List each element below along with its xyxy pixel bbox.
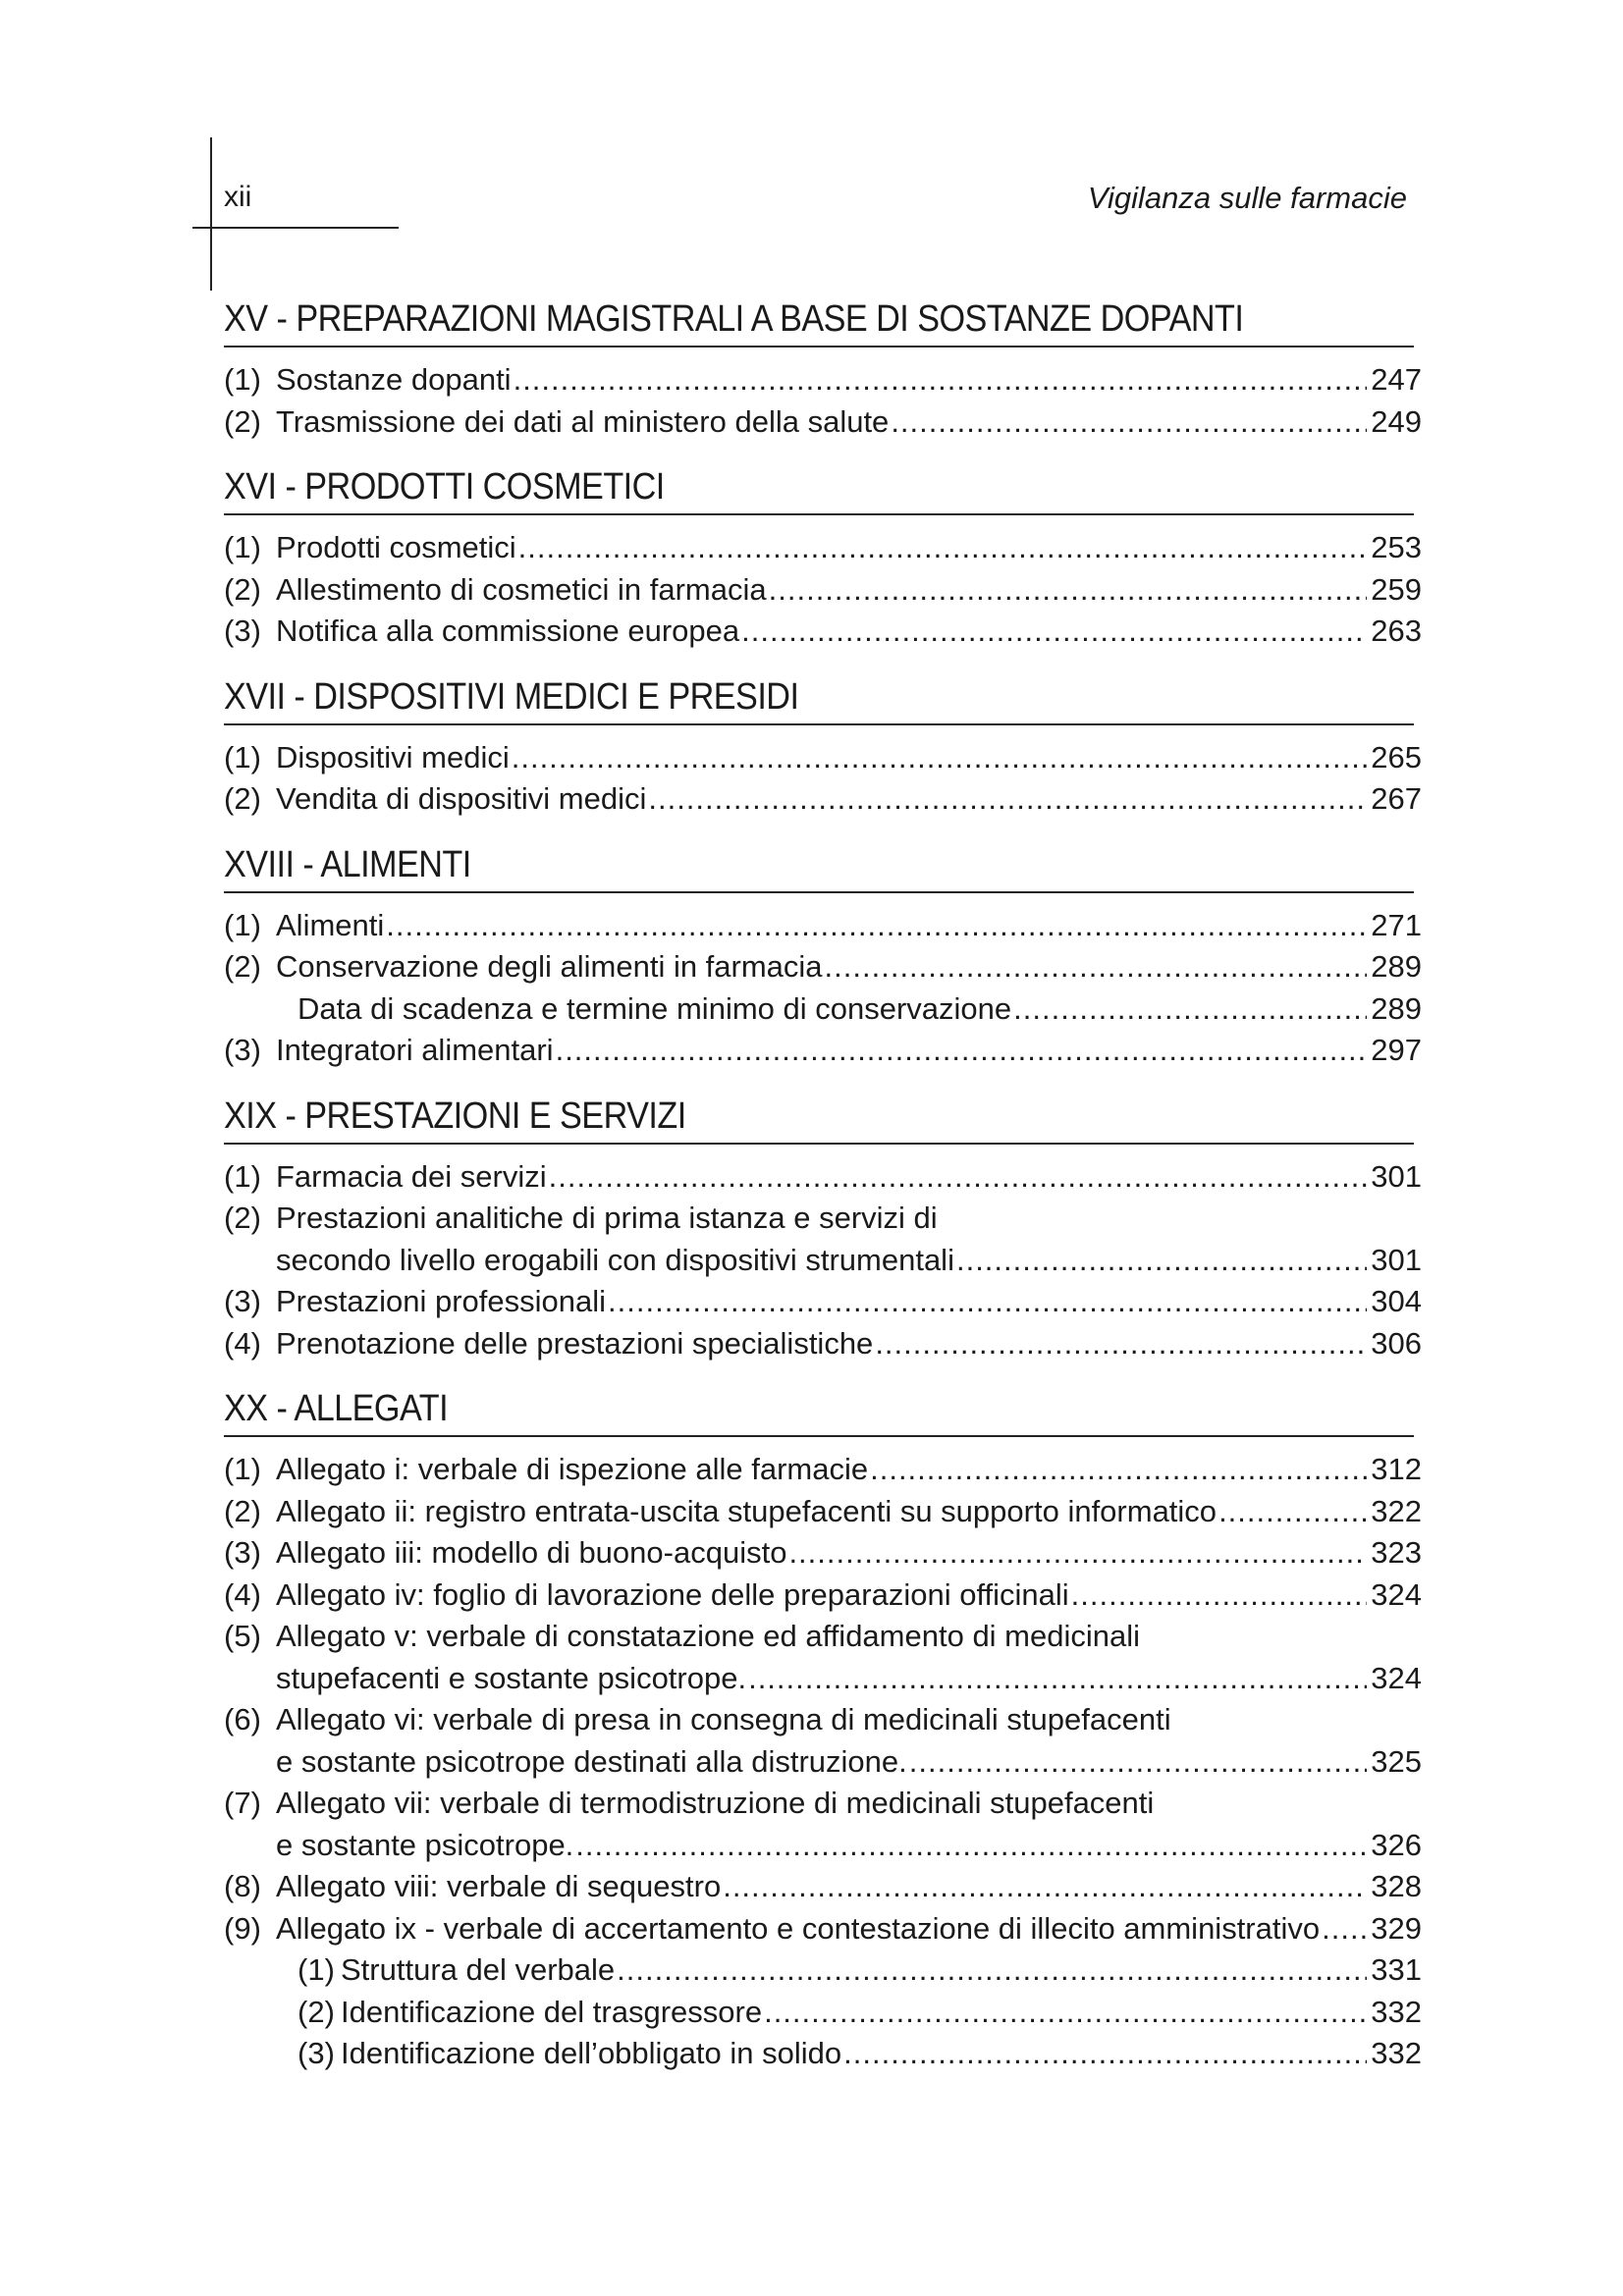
entry-label: e sostante psicotrope. (276, 1827, 574, 1862)
dot-leader (909, 1741, 1367, 1784)
entry-label: Allegato ii: registro entrata-uscita stupefacenti su supporto informatico (276, 1493, 1217, 1528)
dot-leader (956, 1240, 1367, 1282)
entry-page: 259 (1371, 571, 1422, 607)
toc-entry[interactable] (224, 527, 1422, 569)
toc-entry[interactable] (224, 359, 1422, 401)
dot-leader (788, 1532, 1367, 1575)
entry-label: Data di scadenza e termine minimo di conservazione (298, 990, 1012, 1026)
entry-page: 253 (1371, 530, 1422, 564)
toc-section (224, 294, 1422, 443)
entry-page: 326 (1371, 1827, 1422, 1862)
toc-entry[interactable] (224, 905, 1422, 947)
toc-section (224, 462, 1422, 653)
section-title: XVII - DISPOSITIVI MEDICI E PRESIDI (224, 675, 799, 718)
dot-leader (891, 401, 1367, 444)
entry-number: (4) (224, 1325, 261, 1361)
dot-leader (870, 1449, 1367, 1491)
entry-number: (1) (224, 362, 261, 397)
section-rule (224, 346, 1414, 347)
entry-page: 332 (1371, 2036, 1422, 2070)
section-title: XX - ALLEGATI (224, 1388, 449, 1429)
entry-subnumber: (3) (298, 2036, 335, 2070)
entry-label: Allegato vii: verbale di termodistruzione di medicinali stupefacenti (276, 1786, 1155, 1820)
entry-page: 289 (1371, 949, 1422, 984)
entry-number: (5) (224, 1619, 261, 1653)
entry-label: Identificazione del trasgressore (341, 1994, 763, 2029)
entry-label: Alimenti (276, 907, 385, 942)
entry-number: (8) (224, 1869, 261, 1903)
crop-mark-vertical (210, 137, 212, 291)
entry-number: (3) (224, 1284, 261, 1318)
entry-page: 329 (1371, 1910, 1422, 1946)
toc-entry[interactable] (224, 1949, 1422, 1992)
toc-entry[interactable] (224, 946, 1422, 988)
dot-leader (769, 569, 1367, 612)
entry-page: 301 (1371, 1242, 1422, 1277)
entry-number: (1) (224, 530, 261, 564)
dot-leader (1322, 1908, 1367, 1950)
entry-page: 289 (1371, 990, 1422, 1026)
section-title: XVI - PRODOTTI COSMETICI (224, 466, 665, 507)
toc-entry[interactable] (224, 1198, 1414, 1240)
entry-number: (7) (224, 1786, 261, 1820)
entry-page: 324 (1371, 1660, 1422, 1695)
entry-page: 323 (1371, 1535, 1422, 1570)
entry-page: 306 (1371, 1325, 1422, 1361)
dot-leader (617, 1949, 1367, 1992)
dot-leader (741, 611, 1367, 653)
entry-label: Allestimento di cosmetici in farmacia (276, 571, 767, 607)
toc-entry[interactable] (224, 1825, 1422, 1867)
toc-section (224, 1384, 1422, 2075)
toc-entry[interactable] (224, 1240, 1422, 1282)
section-title: XVIII - ALIMENTI (224, 843, 471, 885)
toc-entry[interactable] (224, 401, 1422, 444)
entry-label: Integratori alimentari (276, 1033, 554, 1067)
toc-entry[interactable] (224, 1908, 1422, 1950)
toc-entry[interactable] (224, 1866, 1422, 1908)
toc-entry[interactable] (224, 1658, 1422, 1700)
dot-leader (556, 1030, 1367, 1072)
entry-page: 328 (1371, 1869, 1422, 1903)
entry-label: Allegato viii: verbale di sequestro (276, 1869, 722, 1903)
entry-page: 301 (1371, 1158, 1422, 1194)
dot-leader (1218, 1491, 1367, 1533)
entry-page: 332 (1371, 1994, 1422, 2029)
entry-number: (1) (224, 907, 261, 942)
dot-leader (843, 2033, 1367, 2075)
dot-leader (648, 778, 1367, 821)
toc-entry[interactable] (224, 569, 1422, 612)
toc-entry[interactable] (224, 778, 1422, 821)
toc-entry[interactable] (224, 1532, 1422, 1575)
entry-number: (1) (224, 739, 261, 774)
entry-number: (9) (224, 1910, 261, 1946)
dot-leader (875, 1323, 1367, 1365)
entry-number: (2) (224, 781, 261, 816)
dot-leader (825, 946, 1367, 988)
entry-label: Allegato i: verbale di ispezione alle farmacie (276, 1452, 869, 1486)
toc-entry[interactable] (224, 988, 1422, 1031)
entry-page: 267 (1371, 781, 1422, 816)
entry-number: (2) (224, 949, 261, 984)
entry-page: 325 (1371, 1743, 1422, 1779)
entry-label: Struttura del verbale (341, 1952, 616, 1987)
toc-entry[interactable] (224, 1992, 1422, 2034)
dot-leader (723, 1866, 1367, 1908)
dot-leader (575, 1825, 1367, 1867)
table-of-contents (224, 294, 1422, 2095)
entry-number: (1) (224, 1452, 261, 1486)
entry-label: Allegato vi: verbale di presa in consegna di medicinali stupefacenti (276, 1702, 1171, 1736)
toc-entry[interactable] (224, 1575, 1422, 1617)
entry-label: Trasmissione dei dati al ministero della salute (276, 403, 890, 439)
entry-label: secondo livello erogabili con dispositivi strumentali (276, 1242, 954, 1277)
section-rule (224, 891, 1414, 893)
entry-page: 304 (1371, 1284, 1422, 1318)
toc-entry[interactable] (224, 1741, 1422, 1784)
entry-label: Allegato iv: foglio di lavorazione delle preparazioni officinali (276, 1576, 1069, 1612)
running-head: Vigilanza sulle farmacie (1087, 181, 1407, 215)
entry-page: 324 (1371, 1576, 1422, 1612)
section-title: XV - PREPARAZIONI MAGISTRALI A BASE DI SOSTANZE DOPANTI (224, 298, 1244, 340)
entry-label: Identificazione dell’obbligato in solido (341, 2036, 842, 2070)
entry-label: e sostante psicotrope destinati alla distruzione. (276, 1743, 907, 1779)
entry-page: 247 (1371, 362, 1422, 397)
dot-leader (386, 905, 1367, 947)
entry-number: (2) (224, 1201, 261, 1235)
entry-label: Prenotazione delle prestazioni specialistiche (276, 1325, 874, 1361)
toc-entry[interactable] (224, 1030, 1422, 1072)
entry-label: Farmacia dei servizi (276, 1158, 547, 1194)
toc-entry[interactable] (224, 2033, 1422, 2075)
entry-page: 263 (1371, 614, 1422, 648)
section-rule (224, 513, 1414, 515)
dot-leader (518, 527, 1367, 569)
toc-entry[interactable] (224, 1281, 1422, 1323)
dot-leader (608, 1281, 1367, 1323)
toc-entry[interactable] (224, 1616, 1414, 1658)
toc-entry[interactable] (224, 1491, 1422, 1533)
entry-label: Dispositivi medici (276, 739, 510, 774)
dot-leader (1071, 1575, 1367, 1617)
entry-label: Prestazioni analitiche di prima istanza e servizi di (276, 1201, 938, 1235)
crop-mark-horizontal (192, 227, 399, 229)
entry-label: Allegato v: verbale di constatazione ed affidamento di medicinali (276, 1619, 1141, 1653)
entry-label: Notifica alla commissione europea (276, 614, 740, 648)
entry-label: Allegato iii: modello di buono-acquisto (276, 1535, 787, 1570)
entry-label: stupefacenti e sostante psicotrope. (276, 1660, 747, 1695)
entry-page: 322 (1371, 1493, 1422, 1528)
entry-label: Conservazione degli alimenti in farmacia (276, 949, 823, 984)
toc-entry[interactable] (224, 1783, 1414, 1825)
dot-leader (549, 1156, 1367, 1199)
toc-entry[interactable] (224, 611, 1422, 653)
toc-entry[interactable] (224, 737, 1422, 779)
toc-entry[interactable] (224, 1699, 1414, 1741)
entry-page: 331 (1371, 1952, 1422, 1987)
dot-leader (748, 1658, 1367, 1700)
toc-section (224, 1092, 1422, 1365)
toc-section (224, 672, 1422, 821)
entry-number: (2) (224, 1493, 261, 1528)
entry-number: (3) (224, 1535, 261, 1570)
entry-page: 297 (1371, 1033, 1422, 1067)
entry-number: (2) (224, 571, 261, 607)
entry-label: Sostanze dopanti (276, 362, 512, 397)
section-rule (224, 723, 1414, 725)
page-number: xii (224, 181, 252, 213)
section-rule (224, 1143, 1414, 1145)
section-rule (224, 1435, 1414, 1437)
dot-leader (514, 359, 1367, 401)
entry-label: Prodotti cosmetici (276, 530, 516, 564)
section-title: XIX - PRESTAZIONI E SERVIZI (224, 1095, 686, 1137)
entry-page: 249 (1371, 403, 1422, 439)
toc-entry[interactable] (224, 1156, 1422, 1199)
entry-subnumber: (2) (298, 1994, 335, 2029)
entry-number: (4) (224, 1576, 261, 1612)
entry-number: (1) (224, 1158, 261, 1194)
entry-label: Vendita di dispositivi medici (276, 781, 647, 816)
entry-number: (6) (224, 1702, 261, 1736)
toc-entry[interactable] (224, 1449, 1422, 1491)
entry-number: (3) (224, 1033, 261, 1067)
toc-entry[interactable] (224, 1323, 1422, 1365)
entry-page: 312 (1371, 1452, 1422, 1486)
entry-page: 271 (1371, 907, 1422, 942)
dot-leader (1013, 988, 1367, 1031)
entry-label: Allegato ix - verbale di accertamento e contestazione di illecito amministrativo (276, 1910, 1321, 1946)
entry-number: (2) (224, 403, 261, 439)
entry-number: (3) (224, 614, 261, 648)
entry-page: 265 (1371, 739, 1422, 774)
toc-section (224, 840, 1422, 1072)
dot-leader (512, 737, 1367, 779)
entry-subnumber: (1) (298, 1952, 335, 1987)
entry-label: Prestazioni professionali (276, 1284, 607, 1318)
dot-leader (764, 1992, 1367, 2034)
